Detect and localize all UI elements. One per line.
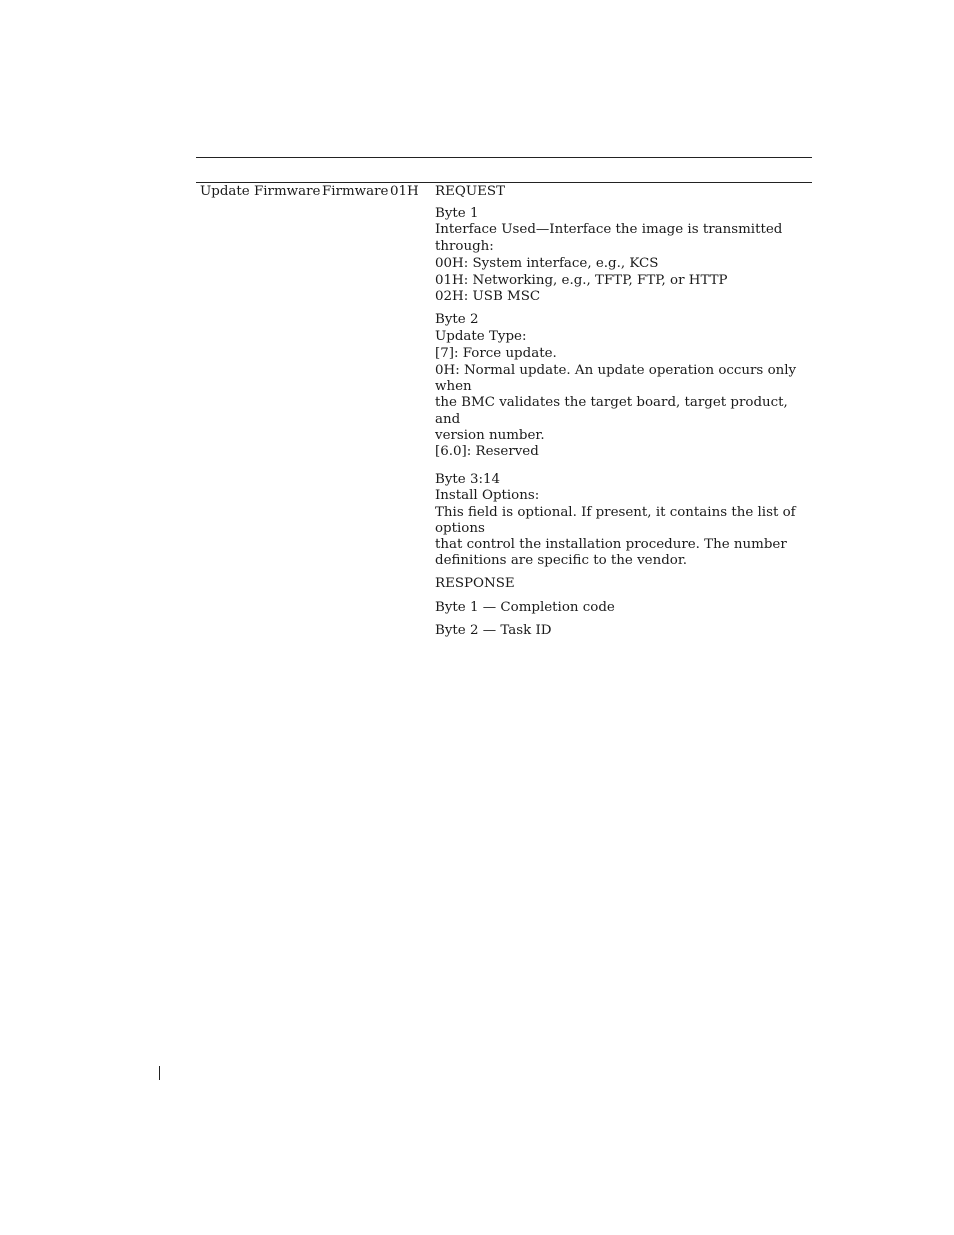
response-byte2: Byte 2 — Task ID	[435, 622, 552, 638]
byte3-text-line-1: This field is optional. If present, it contains the list of options	[435, 504, 796, 536]
byte1-title: Byte 1	[435, 206, 479, 222]
byte2-force: [7]: Force update.	[435, 345, 557, 361]
byte1-option-1: 01H: Networking, e.g., TFTP, FTP, or HTTP	[435, 273, 728, 289]
byte2-normal-line-3: version number.	[435, 427, 545, 443]
byte2-reserved: [6.0]: Reserved	[435, 444, 539, 460]
byte2-normal-line-2: the BMC validates the target board, target product, and	[435, 395, 788, 427]
byte3-title: Byte 3:14	[435, 472, 501, 488]
byte3-text-line-2: that control the installation procedure. The number	[435, 537, 787, 553]
byte1-description: Interface Used—Interface the image is transmitted through:	[435, 222, 783, 254]
byte2-description: Update Type:	[435, 328, 527, 344]
byte1-option-2: 02H: USB MSC	[435, 289, 541, 305]
table-top-rule	[196, 157, 812, 158]
request-label: REQUEST	[435, 184, 506, 199]
byte3-text-line-3: definitions are specific to the vendor.	[435, 553, 688, 569]
byte3-description: Install Options:	[435, 488, 540, 504]
byte1-option-0: 00H: System interface, e.g., KCS	[435, 255, 659, 271]
command-description-cell	[435, 184, 815, 639]
byte2-normal-line-1: 0H: Normal update. An update operation occurs only when	[435, 363, 797, 395]
table-header-rule	[196, 182, 812, 183]
command-name-cell: Update Firmware	[200, 184, 321, 199]
command-code-cell: 01H	[390, 184, 419, 199]
response-label: RESPONSE	[435, 576, 515, 592]
change-bar	[159, 1066, 160, 1080]
response-byte1: Byte 1 — Completion code	[435, 599, 615, 615]
command-group-cell: Firmware	[322, 184, 389, 199]
byte2-title: Byte 2	[435, 312, 479, 328]
